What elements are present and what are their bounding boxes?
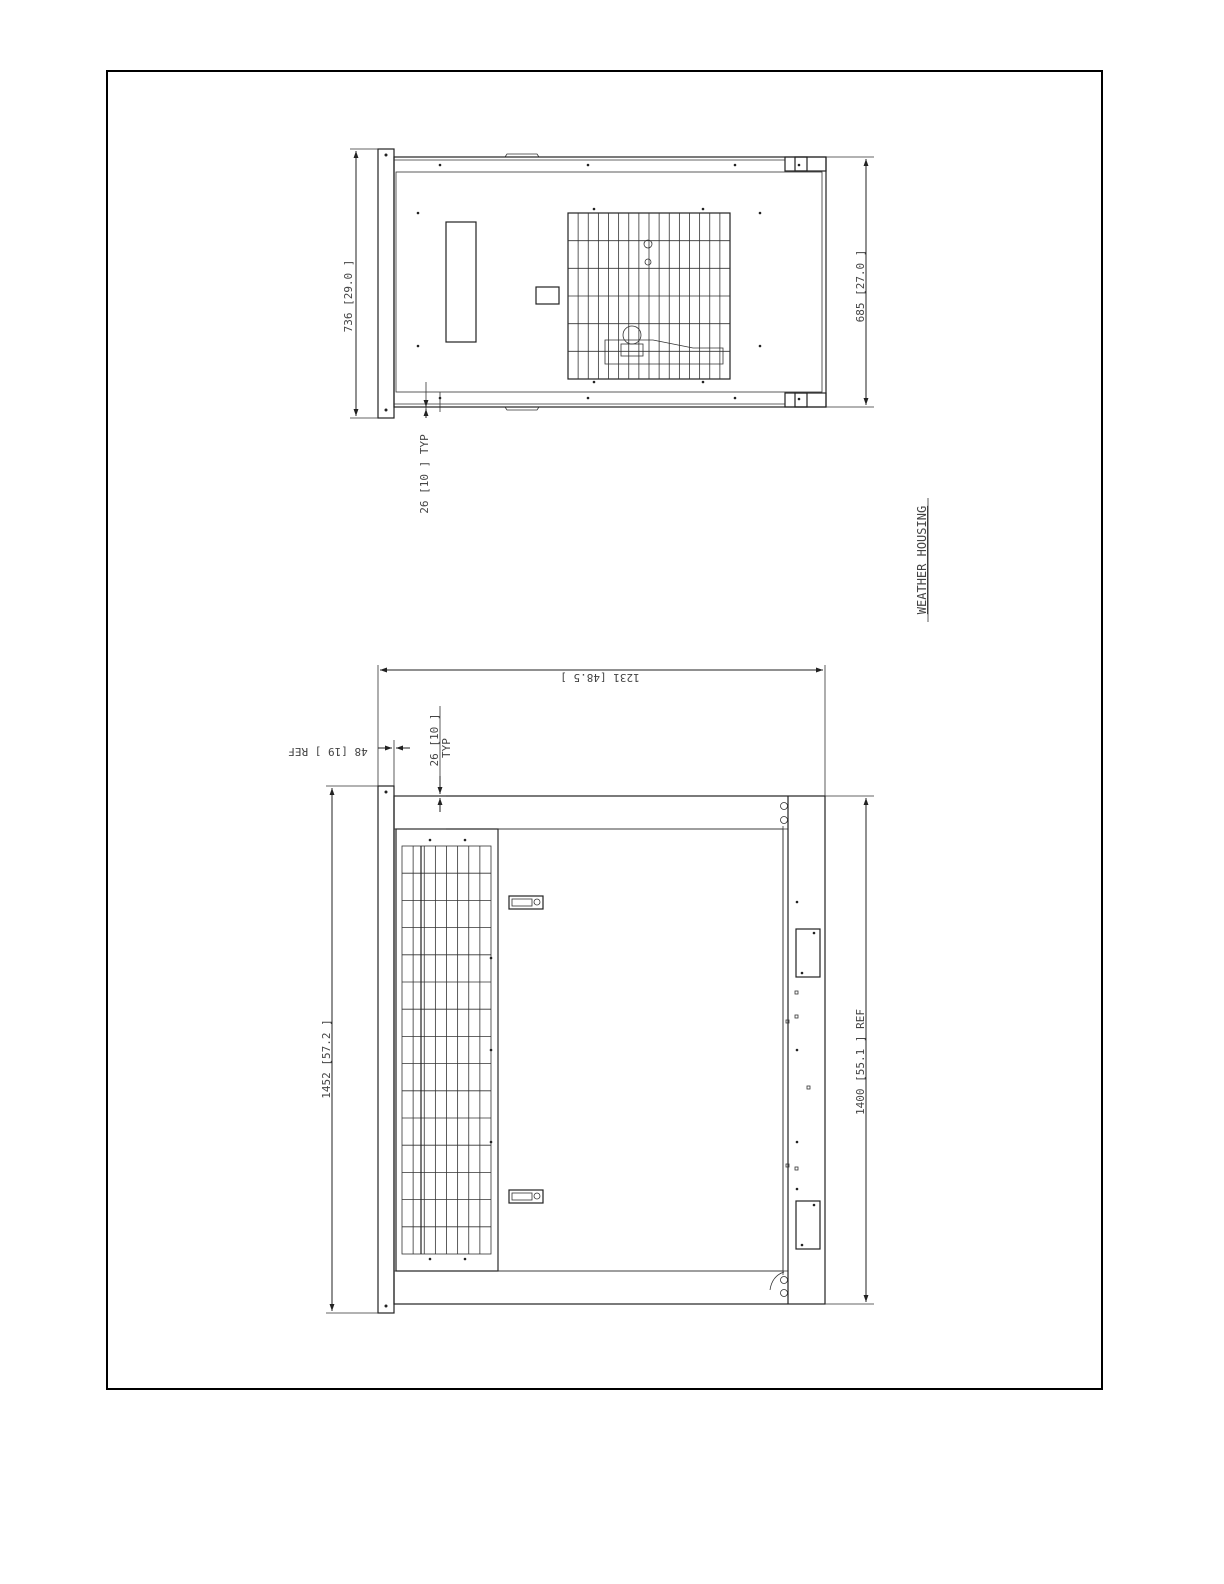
front-louver-grid (402, 846, 491, 1254)
top-dim-overall-height: 736 [29.0 ] (342, 259, 355, 333)
front-dim-ref-offset: 48 [19 ] REF (288, 745, 368, 758)
top-dim-flange-typ: 26 [10 ] TYP (418, 434, 431, 514)
front-dim-flange-line2: TYP (440, 738, 453, 758)
front-dim-overall-width: 1231 [48.5 ] (560, 671, 640, 684)
top-louver-grid (568, 213, 730, 379)
top-dim-body-height: 685 [27.0 ] (854, 249, 867, 323)
front-dim-ref-height: 1400 [55.1 ] REF (854, 1009, 867, 1115)
front-view (288, 665, 874, 1313)
top-view (342, 149, 874, 514)
front-dim-overall-height: 1452 [57.2 ] (320, 1019, 333, 1099)
front-dim-flange-line1: 26 [10 ] (428, 713, 441, 767)
drawing-title: WEATHER HOUSING (915, 505, 929, 615)
